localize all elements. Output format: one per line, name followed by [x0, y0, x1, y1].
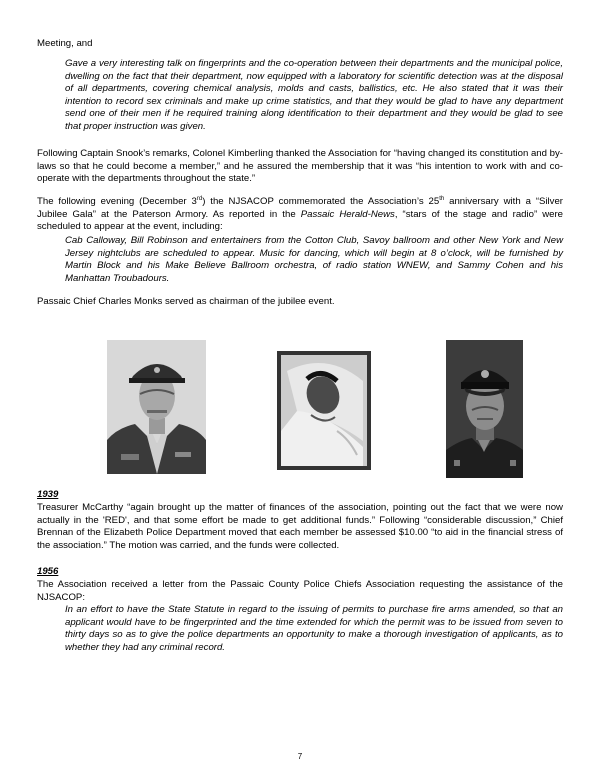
quote-fingerprints: Gave a very interesting talk on fingerprints and the co-operation between their departments and the municipal police, dwelling on the fact that their department, now equipped with a laboratory for scientific detection was at the disposal of all departments, covering chemical analysis, molds and casts, ballistics, etc. He also stated that it was their intention to record sex criminals and make up crime statistics, and that they would be glad to have any department send one of their men if he required training along identification to their department and they would be glad to see that proper instruction was given.	[65, 58, 563, 132]
jubilee-text-a: The following evening (December 3	[37, 196, 197, 207]
paragraph-kimberling: Following Captain Snook’s remarks, Colonel Kimberling thanked the Association for “having changed its constitution and by-laws so that he could become a member,” and he assured the membership that it was “his intention to work with and co-operate with the departments throughout the state.”	[37, 148, 563, 185]
paragraph-1956-letter: The Association received a letter from the Passaic County Police Chiefs Association requesting the assistance of the NJSACOP:	[37, 579, 563, 603]
paragraph-jubilee	[37, 196, 563, 234]
paragraph-monks: Passaic Chief Charles Monks served as chairman of the jubilee event.	[37, 296, 335, 307]
heading-1939: 1939	[37, 489, 59, 500]
paragraph-1939-finances: Treasurer McCarthy “again brought up the matter of finances of the association, pointing out the fact that we were now actually in the 'RED', and that some effort be made to get additional funds.” Following “considerable discussion,” Chief Brennan of the Elizabeth Police Department moved that each member be assessed $10.00 “to aid in the financial stress of the association.” The motion was carried, and the funds were collected.	[37, 502, 563, 551]
source-newspaper: Passaic Herald-News	[300, 208, 395, 220]
quote-firearms-permits: In an effort to have the State Statute in regard to the issuing of permits to purchase fire arms amended, so that an applicant would have to be fingerprinted and the time extended for which the permit was to be issued from seven to thirty days so as to give the police departments an opportunity to make a thorough investigation of applicants, as to whether they had any criminal record.	[65, 604, 563, 653]
page-number: 7	[297, 752, 303, 761]
quote-entertainers: Cab Calloway, Bill Robinson and entertainers from the Cotton Club, Savoy ballroom and other New York and New Jersey nightclubs are scheduled to appear. Music for dancing, which will begin at 8 o’clock, will be furnished by Martin Block and his Make Believe Ballroom orchestra, of radio station WNEW, and Sammy Cohen and his Manhattan Troubadours.	[65, 235, 563, 284]
jubilee-text-d: , “stars of the stage and radio” were scheduled to appear at the event, including:	[37, 208, 564, 233]
photo-uniformed-officer	[107, 340, 206, 474]
heading-1956: 1956	[37, 566, 59, 577]
superscript-th: th	[439, 195, 445, 202]
paragraph-meeting: Meeting, and	[37, 38, 93, 49]
jubilee-text-b: ) the NJSACOP commemorated the Association’s 25	[202, 196, 440, 207]
superscript-rd: rd	[196, 195, 203, 202]
photo-reclining-entertainer	[277, 351, 371, 470]
photo-police-chief	[446, 340, 523, 478]
jubilee-text-c: anniversary with a “Silver Jubilee Gala” at the Paterson Armory. As reported in the	[37, 196, 563, 220]
